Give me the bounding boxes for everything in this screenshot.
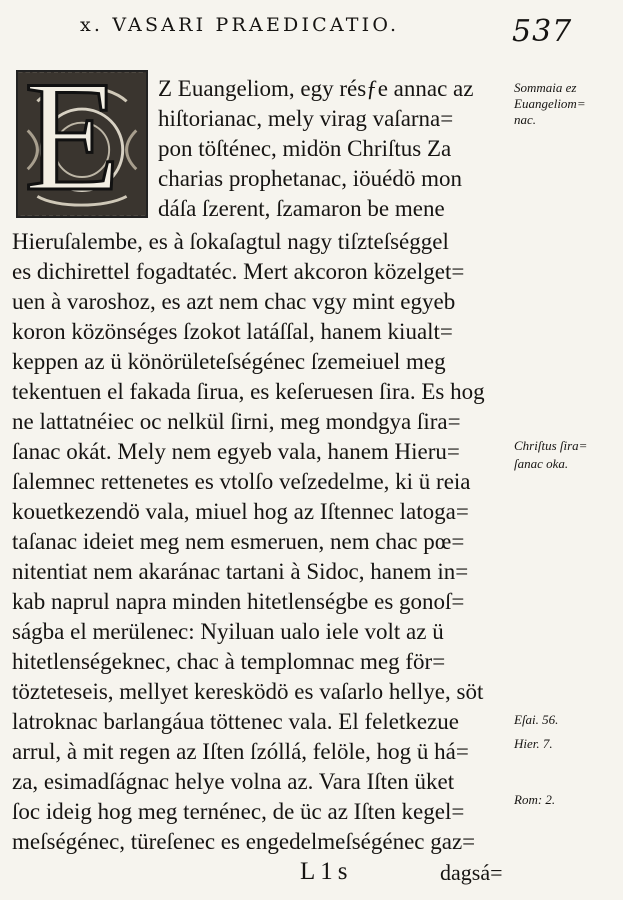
text-line: uen à varoshoz, es azt nem chac vgy mint egyeb <box>12 289 456 314</box>
catchword: dagsá= <box>440 860 503 885</box>
marginal-reference-romans: Rom: 2. <box>514 792 556 807</box>
marginal-reference-jeremiah: Hier. 7. <box>514 736 553 751</box>
text-line: tözteteseis, mellyet keresködö es vaſarlo hellye, söt <box>12 679 484 704</box>
marginal-note-weeping-2: ſanac oka. <box>514 456 569 471</box>
signature-mark: L1s <box>300 858 353 885</box>
text-line: ne lattatnéiec oc nelkül ſirni, meg mondgya ſira= <box>12 409 461 434</box>
marginal-reference-isaiah: Eſai. 56. <box>514 712 559 727</box>
text-line: meſségénec, türeſenec es engedelmeſségénec gaz= <box>12 829 476 854</box>
text-line: charias prophetanac, iöuédö mon <box>158 166 462 191</box>
text-line: pon töſténec, midön Chriſtus Za <box>158 136 452 161</box>
text-line: es dichirettel fogadtatéc. Mert akcoron közelget= <box>12 259 465 284</box>
text-line: hiſtorianac, mely virag vaſarna= <box>158 106 454 131</box>
text-line: ſanac okát. Mely nem egyeb vala, hanem Hieru= <box>12 439 460 464</box>
marginal-note-summary-1: Sommaia ez <box>514 80 577 95</box>
marginal-note-summary-2: Euangeliom= <box>514 96 586 111</box>
text-line: ſoc ideig hog meg ternénec, de üc az Iſten kegel= <box>12 799 465 824</box>
text-line: ſalemnec rettenetes es vtolſo veſzedelme, ki ü reia <box>12 469 471 494</box>
text-line: tekentuen el fakada ſirua, es keſeruesen ſira. Es hog <box>12 379 485 404</box>
marginal-note-weeping-1: Chriſtus ſira= <box>514 438 588 453</box>
text-line: kab naprul napra minden hitetlenségbe es gonoſ= <box>12 589 465 614</box>
text-line: nitentiat nem akaránac tartani à Sidoc, hanem in= <box>12 559 469 584</box>
marginal-note-summary-3: nac. <box>514 112 537 127</box>
text-line: arrul, à mit regen az Iſten ſzóllá, felöle, hog ü há= <box>12 739 469 764</box>
text-line: ságba el merülenec: Nyiluan ualo iele volt az ü <box>12 619 444 644</box>
text-line: latroknac barlangáua töttenec vala. El feletkezue <box>12 709 459 734</box>
text-line: kouetkezendö vala, miuel hog az Iſtennec latoga= <box>12 499 469 524</box>
running-head: x. VASARI PRAEDICATIO. <box>80 14 400 36</box>
text-line: Hieruſalembe, es à ſokaſagtul nagy tiſzteſséggel <box>12 229 449 254</box>
page-number: 537 <box>512 14 573 49</box>
text-line: dáſa ſzerent, ſzamaron be mene <box>158 196 445 221</box>
text-line: taſanac ideiet meg nem esmeruen, nem chac pœ= <box>12 529 465 554</box>
text-line: keppen az ü könörületeſségénec ſzemeiuel meg <box>12 349 446 374</box>
text-line: koron közönséges ſzokot latáſſal, hanem kiualt= <box>12 319 453 344</box>
text-line: za, esimadſágnac helye volna az. Vara Iſten üket <box>12 769 455 794</box>
initial-letter: E <box>24 70 121 218</box>
text-line: Z Euangeliom, egy résƒe annac az <box>158 76 474 101</box>
text-line: hitetlenségeknec, chac à templomnac meg för= <box>12 649 446 674</box>
decorated-initial <box>16 70 148 218</box>
